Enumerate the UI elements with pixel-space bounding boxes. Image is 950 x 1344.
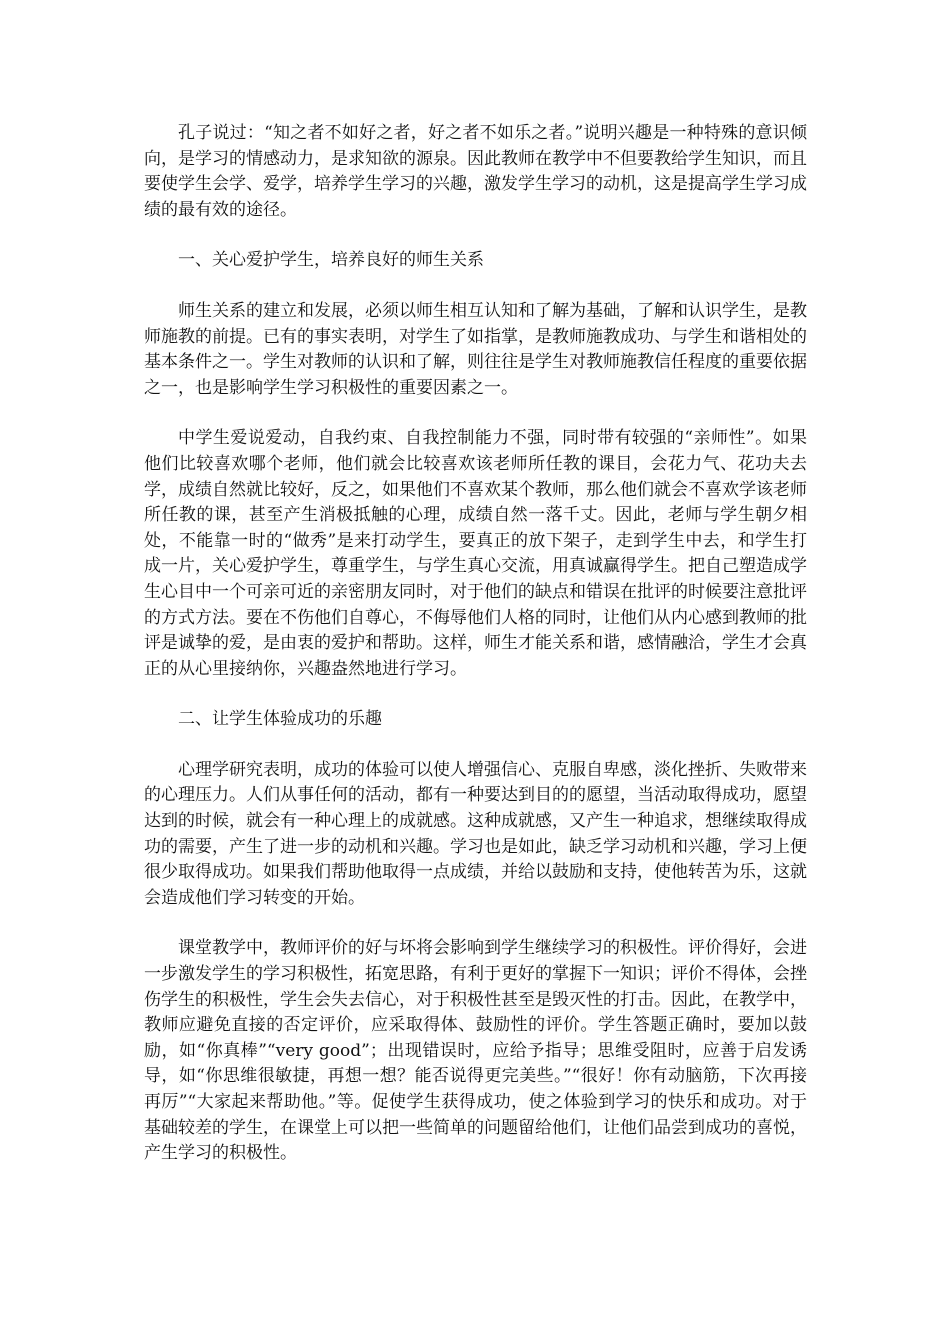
- intro-paragraph: 孔子说过：“知之者不如好之者，好之者不如乐之者。”说明兴趣是一种特殊的意识倾向，是学习的情感动力，是求知欲的源泉。因此教师在教学中不但要教给学生知识，而且要使学生会学、爱学，培养学生学习的兴趣，激发学生学习的动机，这是提高学生学习成绩的最有效的途径。: [144, 123, 807, 220]
- section-heading-1: 一、关心爱护学生，培养良好的师生关系: [178, 250, 484, 271]
- body-paragraph: 中学生爱说爱动，自我约束、自我控制能力不强，同时带有较强的“亲师性”。如果他们比较喜欢哪个老师，他们就会比较喜欢该老师所任教的课目，会花力气、花功夫去学，成绩自然就比较好，反之，如果他们不喜欢某个教师，那么他们就会不喜欢学该老师所任教的课，甚至产生消极抵触的心理，成绩自然一落千丈。因此，老师与学生朝夕相处，不能靠一时的“做秀”是来打动学生，要真正的放下架子，走到学生中去，和学生打成一片，关心爱护学生，尊重学生，与学生真心交流，用真诚赢得学生。把自己塑造成学生心目中一个可亲可近的亲密朋友同时，对于他们的缺点和错误在批评的时候要注意批评的方式方法。要在不伤他们自尊心，不侮辱他们人格的同时，让他们从内心感到教师的批评是诚挚的爱，是由衷的爱护和帮助。这样，师生才能关系和谐，感情融洽，学生才会真正的从心里接纳你，兴趣盎然地进行学习。: [144, 428, 807, 679]
- body-paragraph: 心理学研究表明，成功的体验可以使人增强信心、克服自卑感，淡化挫折、失败带来的心理压力。人们从事任何的活动，都有一种要达到目的的愿望，当活动取得成功，愿望达到的时候，就会有一种心理上的成就感。这种成就感，又产生一种追求，想继续取得成功的需要，产生了进一步的动机和兴趣。学习也是如此，缺乏学习动机和兴趣，学习上便很少取得成功。如果我们帮助他取得一点成绩，并给以鼓励和支持，使他转苦为乐，这就会造成他们学习转变的开始。: [144, 759, 807, 908]
- body-paragraph: 师生关系的建立和发展，必须以师生相互认知和了解为基础，了解和认识学生，是教师施教的前提。已有的事实表明，对学生了如指掌，是教师施教成功、与学生和谐相处的基本条件之一。学生对教师的认识和了解，则往往是学生对教师施教信任程度的重要依据之一，也是影响学生学习积极性的重要因素之一。: [144, 300, 807, 398]
- section-heading-2: 二、让学生体验成功的乐趣: [178, 709, 382, 730]
- body-paragraph: 课堂教学中，教师评价的好与坏将会影响到学生继续学习的积极性。评价得好，会进一步激发学生的学习积极性，拓宽思路，有利于更好的掌握下一知识；评价不得体，会挫伤学生的积极性，学生会失去信心，对于积极性甚至是毁灭性的打击。因此，在教学中，教师应避免直接的否定评价，应采取得体、鼓励性的评价。学生答题正确时，要加以鼓励，如“你真棒”“very good”；出现错误时，应给予指导；思维受阻时，应善于启发诱导，如“你思维很敏捷，再想一想？能否说得更完美些。”“很好！你有动脑筋，下次再接再厉”“大家起来帮助他。”等。促使学生获得成功，使之体验到学习的快乐和成功。对于基础较差的学生，在课堂上可以把一些简单的问题留给他们，让他们品尝到成功的喜悦，产生学习的积极性。: [144, 938, 807, 1164]
- document-body: [144, 121, 807, 1192]
